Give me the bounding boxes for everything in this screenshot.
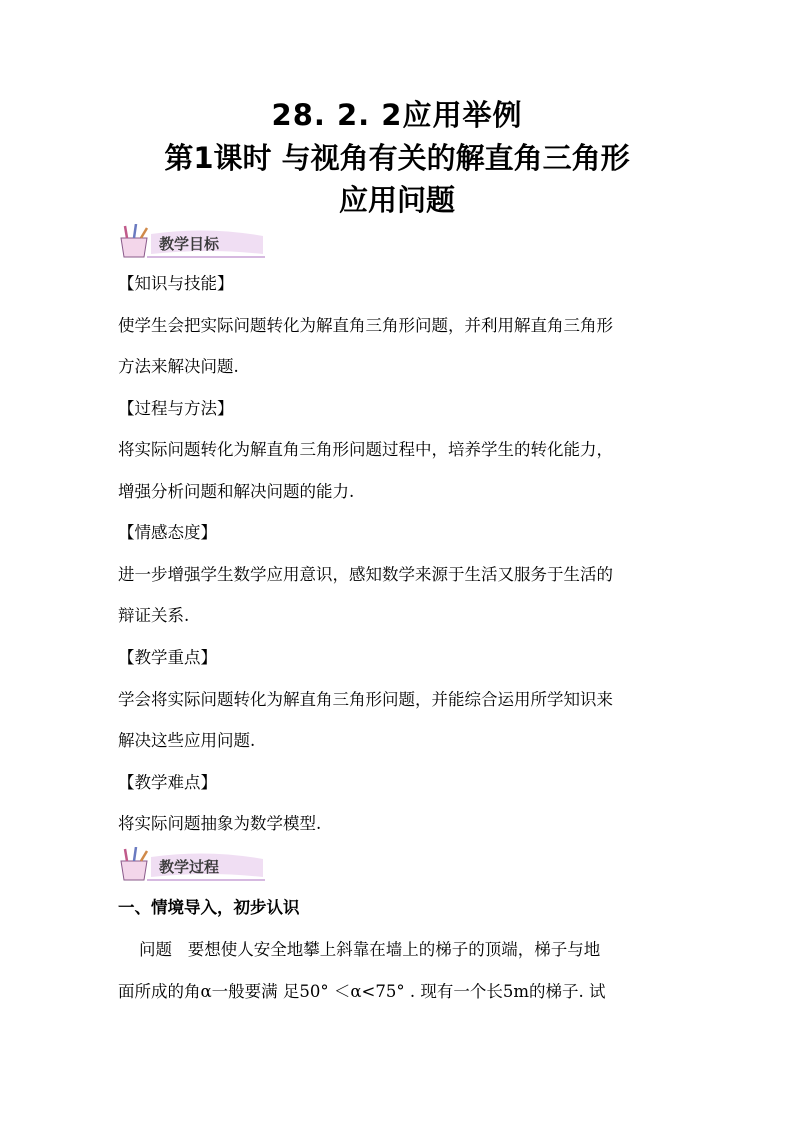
section-label-goals: 教学目标 [159, 235, 220, 253]
knowledge-line-1: 使学生会把实际问题转化为解直角三角形问题，并利用解直角三角形 [118, 316, 613, 335]
title-line-1: 28. 2. 2应用举例 [271, 98, 523, 132]
process-line-2: 增强分析问题和解决问题的能力. [118, 482, 355, 501]
section-badge-process [117, 847, 267, 883]
title-line-2: 第1课时 与视角有关的解直角三角形 [164, 141, 630, 175]
process-line-1: 将实际问题转化为解直角三角形问题过程中，培养学生的转化能力， [118, 440, 613, 459]
difficulty-heading: 【教学难点】 [118, 773, 217, 792]
knowledge-heading: 【知识与技能】 [118, 274, 234, 293]
part1-heading: 一、情境导入，初步认识 [118, 898, 300, 917]
key-line-1: 学会将实际问题转化为解直角三角形问题，并能综合运用所学知识来 [118, 690, 613, 709]
key-line-2: 解决这些应用问题. [118, 731, 256, 750]
process-heading: 【过程与方法】 [118, 399, 234, 418]
emotion-line-1: 进一步增强学生数学应用意识，感知数学来源于生活又服务于生活的 [118, 565, 613, 584]
key-heading: 【教学重点】 [118, 648, 217, 667]
section-label-process: 教学过程 [159, 858, 220, 876]
difficulty-line-1: 将实际问题抽象为数学模型. [118, 814, 322, 833]
emotion-line-2: 辩证关系. [118, 606, 190, 625]
title-line-3: 应用问题 [338, 183, 455, 217]
section-badge-goals [117, 224, 267, 260]
emotion-heading: 【情感态度】 [118, 523, 217, 542]
problem-line-2: 面所成的角α一般要满 足50° ＜α<75° . 现有一个长5m的梯子. 试 [118, 982, 606, 1001]
problem-line-1: 问题 要想使人安全地攀上斜靠在墙上的梯子的顶端，梯子与地 [118, 940, 601, 959]
knowledge-line-2: 方法来解决问题. [118, 357, 239, 376]
